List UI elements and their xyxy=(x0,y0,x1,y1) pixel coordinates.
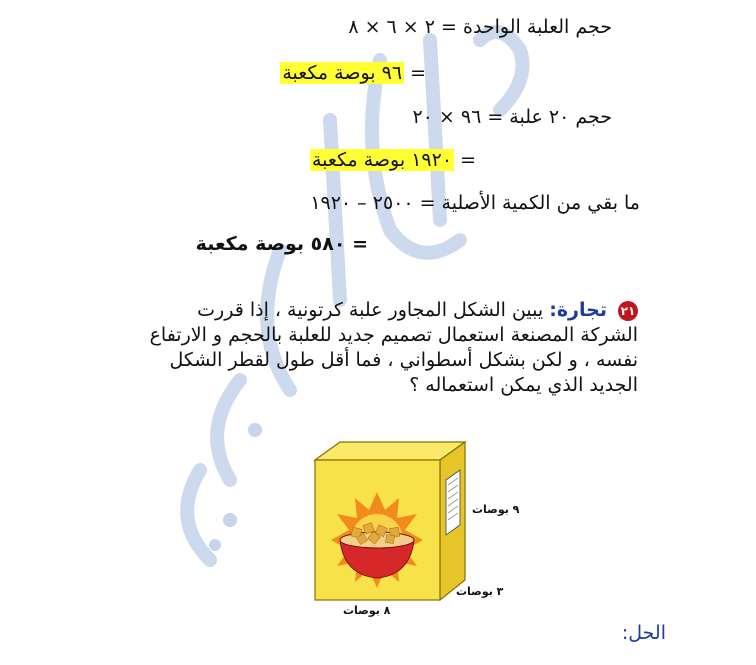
calc-line-remaining: ما بقي من الكمية الأصلية = ٢٥٠٠ – ١٩٢٠ xyxy=(310,192,640,214)
box-depth-label: ٣ بوصات xyxy=(456,585,504,598)
question-text: يبين الشكل المجاور علبة كرتونية ، إذا قررت الشركة المصنعة استعمال تصميم جديد للعلبة بالحجم و الارتفاع نفسه ، و لكن بشكل أسطواني ، فما أقل طول لقطر الشكل الجديد الذي يمكن استعماله ؟ xyxy=(149,299,638,396)
calc-line-single-result xyxy=(280,60,426,86)
highlighted-result: ١٩٢٠ بوصة مكعبة xyxy=(311,149,453,171)
box-width-label: ٨ بوصات xyxy=(343,604,391,617)
question-title: تجارة: xyxy=(549,299,607,321)
calc-line-final: = ٥٨٠ بوصة مكعبة xyxy=(195,233,368,255)
calc-line-single-volume: حجم العلبة الواحدة = ٢ × ٦ × ٨ xyxy=(348,16,612,38)
calc-line-twenty-volume: حجم ٢٠ علبة = ٩٦ × ٢٠ xyxy=(412,106,612,128)
solution-label: الحل: xyxy=(621,622,666,644)
question-number-badge: ٢١ xyxy=(618,301,638,321)
question-paragraph xyxy=(138,298,638,398)
calc-line-twenty-result xyxy=(310,147,476,173)
equals-sign: = xyxy=(460,149,476,171)
highlighted-result: ٩٦ بوصة مكعبة xyxy=(282,62,403,84)
equals-sign: = xyxy=(410,62,426,84)
box-height-label: ٩ بوصات xyxy=(472,503,520,516)
